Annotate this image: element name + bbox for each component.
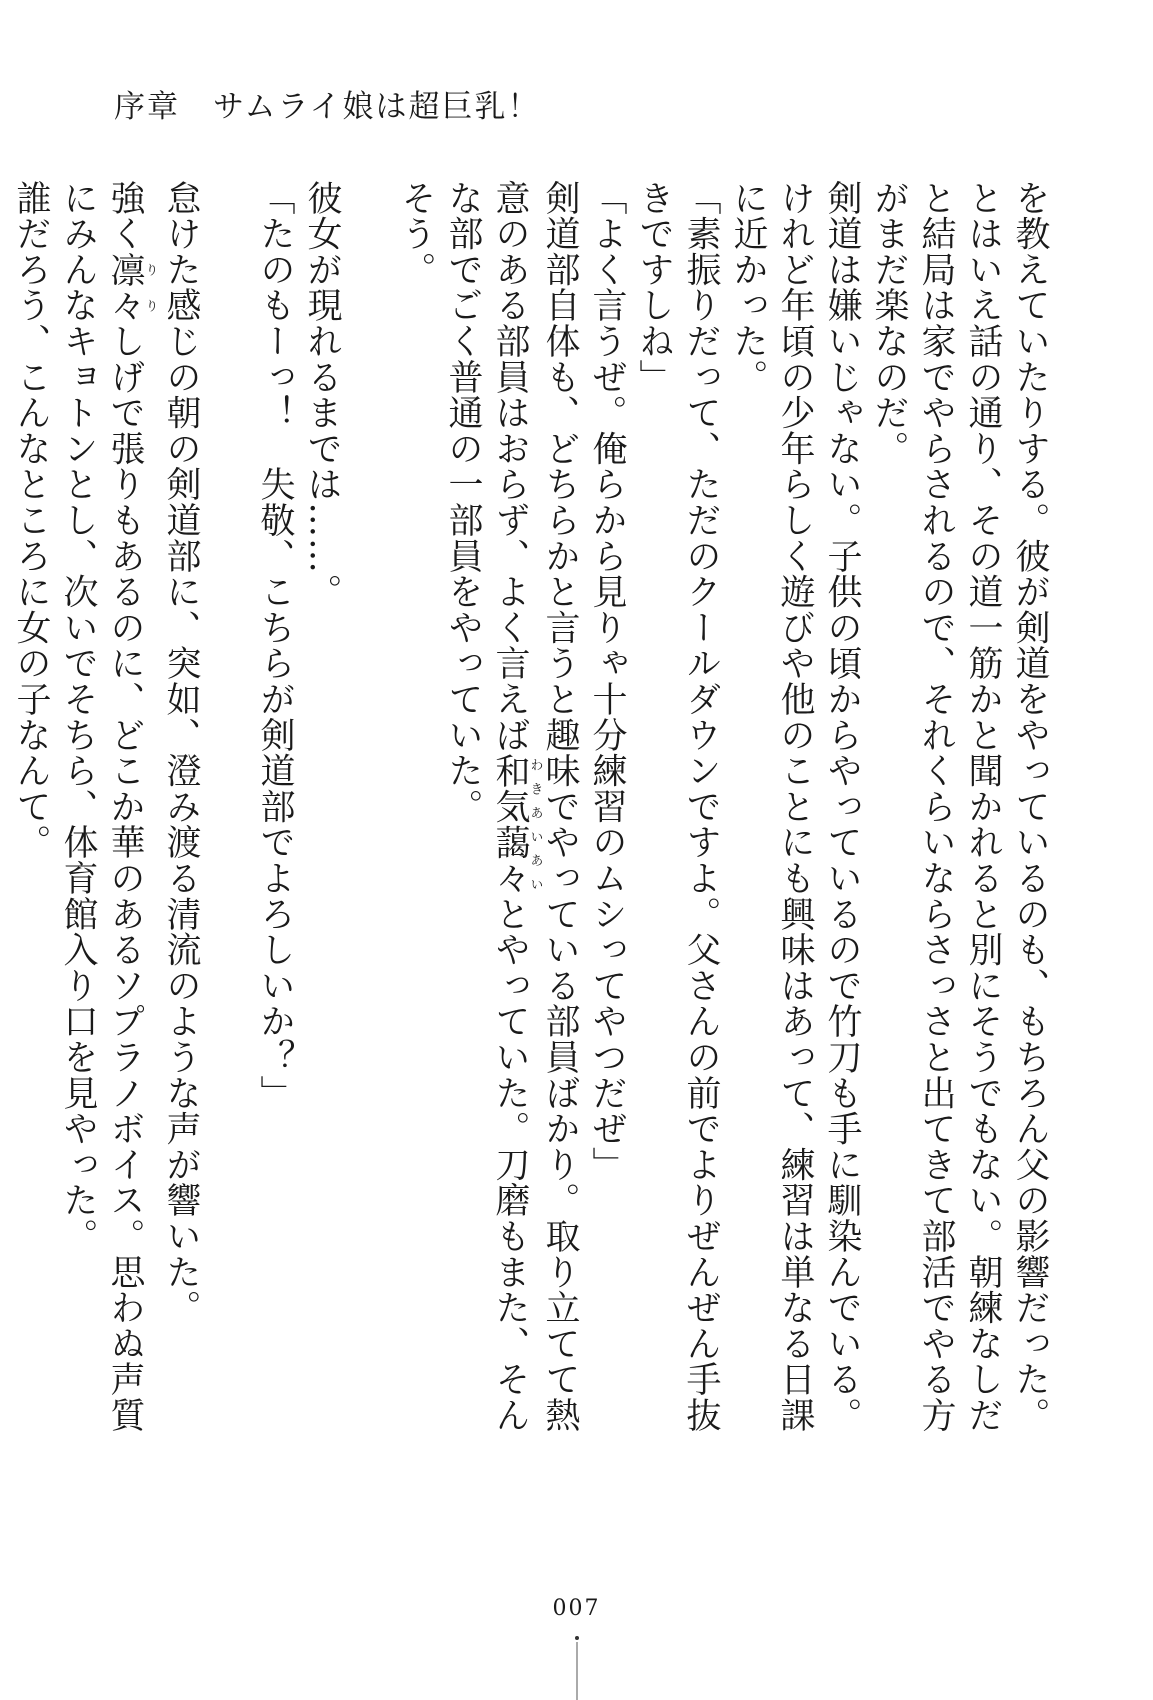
dialogue-line: 「よく言うぜ。俺らから見りゃ十分練習のムシってやつだぜ」 [587,180,627,1183]
paragraph: 誰だろう、こんなところに女の子なんて。 [11,180,51,861]
body-text [11,180,1053,1440]
chapter-header: 序章 サムライ娘は超巨乳！ [114,89,541,125]
dialogue-line: 「たのもーっ！ 失敬、こちらが剣道部でよろしいか？」 [255,180,295,1111]
paragraph: を教えていたりする。彼が剣道をやっているのも、もちろん父の影響だった。 [1010,180,1050,1433]
ruby-base: 凛々 [105,251,145,324]
page-number: 007 [552,1596,601,1621]
page-ornament-icon [575,1632,579,1700]
paragraph: 彼女が現れるまでは……。 [302,180,342,610]
ruby-reading: わきあいあい [527,752,543,896]
ruby-word [490,752,543,897]
paragraph: そう。 [396,180,436,288]
paragraph [439,180,583,1440]
ruby-reading: りり [142,251,158,324]
paragraph [54,180,157,1440]
text-segment: とやっていた。刀磨もまた、そんな部でごく普通の一部員をやっていた。 [443,180,530,1434]
text-segment: しげで張りもあるのに、どこか華のあるソプラノボイス。思わぬ声質にみんなキョトンとし、次いでそちら、体育館入り口を見やった。 [58,180,145,1434]
text-segment: 強く [105,180,145,252]
dialogue-line: 「素振りだって、ただのクールダウンですよ。父さんの前でよりぜんぜん手抜きですしね」 [634,180,721,1433]
text-segment: 剣道部自体も、どちらかと言うと趣味でやっている部員ばかり。取り立てて熱意のある部員はおらず、よく言えば [490,180,580,1433]
paragraph: とはいえ話の通り、その道一筋かと聞かれると別にそうでもない。朝練なしだと結局は家でやらされるので、それくらいならさっさと出てきて部活でやる方がまだ楽なのだ。 [869,180,1003,1433]
ruby-word [105,251,158,324]
ruby-base: 和気藹々 [490,752,530,897]
paragraph: 怠けた感じの朝の剣道部に、突如、澄み渡る清流のような声が響いた。 [161,180,201,1326]
paragraph: 剣道は嫌いじゃない。子供の頃からやっているので竹刀も手に馴染んでいる。けれど年頃の少年らしく遊びや他のことにも興味はあって、練習は単なる日課に近かった。 [728,180,862,1433]
